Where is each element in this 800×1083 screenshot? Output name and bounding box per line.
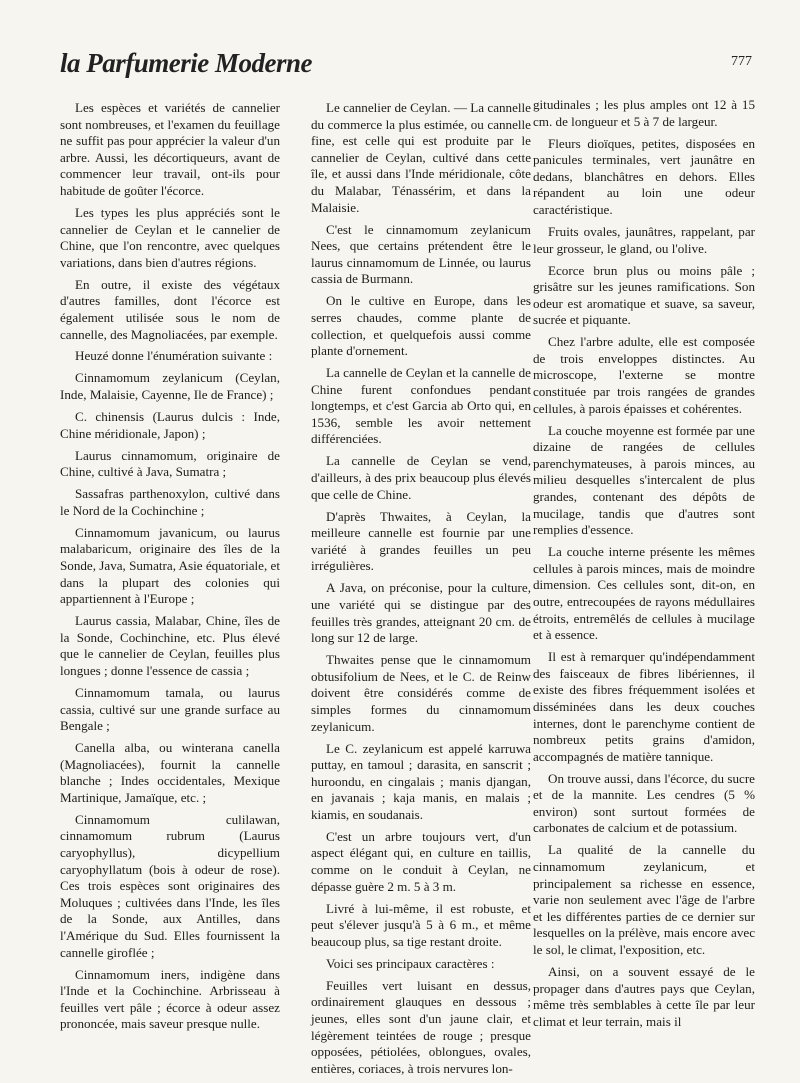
paragraph: La qualité de la cannelle du cinnamomum zeylanicum, et principalement sa richesse en essence, varie non seulement avec l'âge de l'arbre et les différentes parties de ce dernier sur lesquelles on la prélève, mais encore avec le sol, le climat, l'exposition, etc.	[533, 842, 755, 958]
paragraph: Ainsi, on a souvent essayé de le propager dans d'autres pays que Ceylan, même très semblables à cette île par leur climat et leur terrain, mais il	[533, 964, 755, 1029]
paragraph: Laurus cassia, Malabar, Chine, îles de la Sonde, Cochinchine, etc. Plus élevé que le cannelier de Ceylan, feuilles plus longues ; donne l'essence de cassia ;	[60, 613, 280, 678]
paragraph: Le C. zeylanicum est appelé karruwa puttay, en tamoul ; darasita, en sanscrit ; huroondu, en cingalais ; manis djangan, en javanais ; kaja manis, en malais ; kiamis, en soudanais.	[311, 740, 531, 822]
paragraph: Cinnamomum tamala, ou laurus cassia, cultivé sur une grande surface au Bengale ;	[60, 684, 280, 734]
paragraph: On trouve aussi, dans l'écorce, du sucre et de la mannite. Les cendres (5 % environ) sont surtout formées de carbonates de calcium et de potassium.	[533, 770, 755, 836]
paragraph: Voici ses principaux caractères :	[326, 955, 495, 971]
paragraph: Canella alba, ou winterana canella (Magnoliacées), fournit la cannelle blanche ; Indes occidentales, Mexique Martinique, Jamaïque, etc. ;	[60, 740, 280, 805]
paragraph: C'est le cinnamomum zeylanicum Nees, que certains prétendent être le laurus cinnamomum de Linnée, ou laurus cassia de Burmann.	[311, 221, 531, 287]
paragraph: La cannelle de Ceylan et la cannelle de Chine furent confondues pendant longtemps, et c'est Garcia ab Orto qui, en 1536, semble les avoir nettement différenciées.	[311, 365, 531, 447]
paragraph: En outre, il existe des végétaux d'autres familles, dont l'écorce est également utilisée sous le nom de cannelle, des Magnoliacées, par exemple.	[60, 276, 280, 342]
paragraph: Fleurs dioïques, petites, disposées en panicules terminales, vert jaunâtre en dedans, blanchâtres en dehors. Elles répandent au loin une odeur caractéristique.	[533, 135, 755, 217]
paragraph: Laurus cinnamomum, originaire de Chine, cultivé à Java, Sumatra ;	[60, 447, 280, 480]
paragraph: D'après Thwaites, à Ceylan, la meilleure cannelle est fournie par une variété à grandes feuilles un peu irrégulières.	[311, 508, 531, 574]
column-2	[311, 100, 531, 1083]
paragraph: Les types les plus appréciés sont le cannelier de Ceylan et le cannelier de Chine, que l'on rencontre, avec quelques variations, dans bien d'autres régions.	[60, 204, 280, 270]
paragraph: Cinnamomum javanicum, ou laurus malabaricum, originaire des îles de la Sonde, Java, Sumatra, Asie équatoriale, et dans la plupart des colonies qui appartiennent à l'Europe ;	[60, 524, 280, 607]
column-1	[60, 100, 280, 1038]
paragraph: La couche interne présente les mêmes cellules à parois minces, mais de moindre dimension. Ces cellules sont, dit-on, en outre, entrecoupées de rayons médullaires étroits, entremêlés de cellules à mucilage et à essence.	[533, 544, 755, 643]
paragraph: gitudinales ; les plus amples ont 12 à 15 cm. de longueur et 5 à 7 de largeur.	[533, 97, 755, 129]
paragraph: C'est un arbre toujours vert, d'un aspect élégant qui, en culture en taillis, comme on le conduit à Ceylan, ne dépasse guère 2 m. 5 à 3 m.	[311, 828, 531, 894]
paragraph: Cinnamomum culilawan, cinnamomum rubrum (Laurus caryophyllus), dicypellium caryophyllatum (bois à odeur de rose). Ces trois espèces sont originaires des Moluques ; cultivées dans l'Inde, les îles de la Sonde, aux Antilles, dans l'Amérique du Sud. Elles fournissent la cannelle giroflée ;	[60, 811, 280, 960]
paragraph: Fruits ovales, jaunâtres, rappelant, par leur grosseur, le gland, ou l'olive.	[533, 223, 755, 256]
paragraph: Cinnamomum zeylanicum (Ceylan, Inde, Malaisie, Cayenne, Ile de France) ;	[60, 370, 280, 403]
paragraph: Livré à lui-même, il est robuste, et peut s'élever jusqu'à 5 à 6 m., et même beaucoup plus, sa tige restant droite.	[311, 900, 531, 949]
paragraph: Les espèces et variétés de cannelier sont nombreuses, et l'examen du feuillage ne suffit pas pour apprécier la valeur d'un arbre. Aussi, les décortiqueurs, avant de commencer leur travail, ont-ils pour habitude de goûter l'écorce.	[60, 100, 280, 198]
paragraph: Heuzé donne l'énumération suivante :	[75, 348, 273, 364]
paragraph: Chez l'arbre adulte, elle est composée de trois enveloppes distinctes. Au microscope, l'externe se montre constituée par trois rangées de grandes cellules, à parois épaisses et cohérentes.	[533, 334, 755, 416]
paragraph: Feuilles vert luisant en dessus, ordinairement glauques en dessous ; jeunes, elles sont d'un jaune clair, et légèrement teintées de rouge ; presque opposées, pétiolées, oblongues, ovales, entières, coriaces, à trois nervures lon-	[311, 977, 531, 1076]
paragraph: Cinnamomum iners, indigène dans l'Inde et la Cochinchine. Arbrisseau à feuilles vert pâle ; écorce à odeur assez prononcée, mais saveur presque nulle.	[60, 966, 280, 1032]
paragraph: Thwaites pense que le cinnamomum obtusifolium de Nees, et le C. de Reinw doivent être considérés comme de simples formes du cinnamomum zeylanicum.	[311, 652, 531, 734]
paragraph: La couche moyenne est formée par une dizaine de rangées de cellules parenchymateuses, à parois minces, au milieu desquelles s'intercalent de plus grandes, contenant des dépôts de mucilage, tandis que d'autres sont remplies d'essence.	[533, 422, 755, 538]
paragraph: Sassafras parthenoxylon, cultivé dans le Nord de la Cochinchine ;	[60, 486, 280, 518]
paragraph: Ecorce brun plus ou moins pâle ; grisâtre sur les jeunes ramifications. Son odeur est aromatique et suave, sa saveur, sucrée et piquante.	[533, 262, 755, 328]
paragraph: On le cultive en Europe, dans les serres chaudes, comme plante de collection, et quelquefois aussi comme plante d'ornement.	[311, 293, 531, 359]
masthead: la Parfumerie Moderne	[60, 48, 312, 78]
column-3	[533, 97, 755, 1036]
paragraph: A Java, on préconise, pour la culture, une variété qui se distingue par des feuilles très grandes, atteignant 20 cm. de long sur 12 de large.	[311, 580, 531, 646]
paragraph: C. chinensis (Laurus dulcis : Inde, Chine méridionale, Japon) ;	[60, 409, 280, 441]
page-number: 777	[731, 54, 752, 69]
paragraph: Il est à remarquer qu'indépendamment des faisceaux de fibres libériennes, il existe des fibres fréquemment isolées et disséminées dans les deux couches internes, dont le parenchyme contient de nombreux petits grains d'amidon, accompagnés de matière tannique.	[533, 649, 755, 764]
paragraph: Le cannelier de Ceylan. — La cannelle du commerce la plus estimée, ou cannelle fine, est celle qui est produite par le cannelier de Ceylan, cultivé dans cette île, et aussi dans l'Inde méridionale, côte du Malabar, Ténassérim, et dans la Malaisie.	[311, 100, 531, 215]
paragraph: La cannelle de Ceylan se vend, d'ailleurs, à des prix beaucoup plus élevés que celle de Chine.	[311, 453, 531, 502]
